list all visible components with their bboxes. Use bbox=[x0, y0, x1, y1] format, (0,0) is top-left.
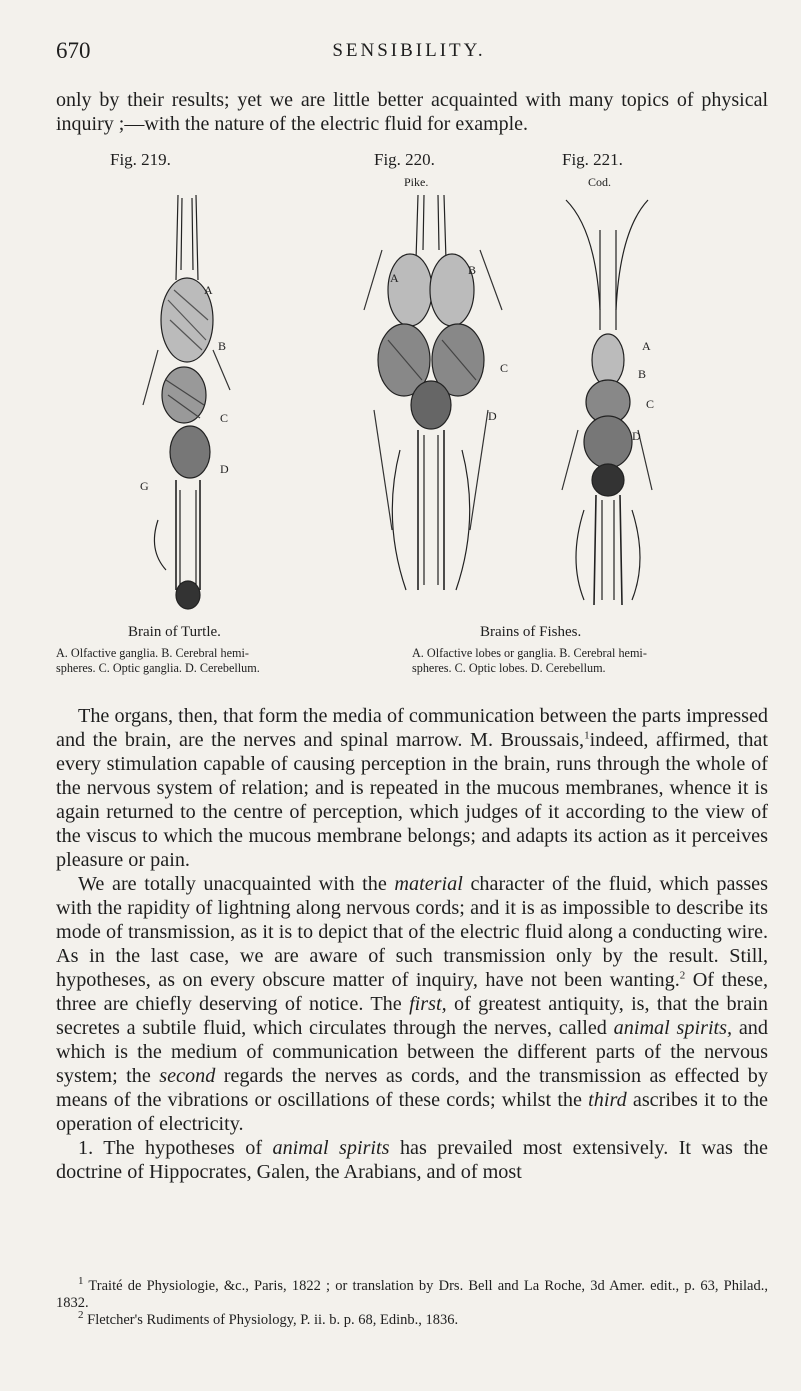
fig220-letter-a: A bbox=[390, 271, 399, 285]
page-header bbox=[56, 38, 762, 68]
running-title: SENSIBILITY. bbox=[332, 40, 486, 61]
footnotes bbox=[56, 1275, 768, 1329]
fig220-letter-d: D bbox=[488, 409, 497, 423]
fig221-subtitle: Cod. bbox=[588, 175, 612, 189]
fig221-letter-d: D bbox=[632, 429, 641, 443]
turtle-caption: A. Olfactive ganglia. B. Cerebral hemi- spheres. C. Optic ganglia. D. Cerebellum. bbox=[56, 646, 260, 675]
fig221-label: Fig. 221. bbox=[562, 150, 623, 169]
paragraph-3: 1. The hypotheses of animal spirits has prevailed most extensively. It was the doctrine of Hippocrates, Galen, the Arabians, and of most bbox=[56, 1137, 768, 1183]
body-text bbox=[56, 704, 768, 1184]
fig220-label: Fig. 220. bbox=[374, 150, 435, 169]
fig219-name: Brain of Turtle. bbox=[128, 624, 221, 640]
paragraph-2: We are totally unacquainted with the material character of the fluid, which passes with the rapidity of lightning along nervous cords; and it is as impossible to describe its mode of transmission, as it is to depict that of the electric fluid along a conducting wire. As in the last case, we are aware of such transmission only by the result. Still, hypotheses, as on every obscure matter of inquiry, have not been wanting.$^2$ Of these, three are chiefly deserving of notice. The first, of greatest antiquity, is, that the brain secretes a subtile fluid, which circulates through the nerves, called animal spirits, and which is the medium of communication between the different parts of the nervous system; the second regards the nerves as cords, and the transmission as effected by means of the vibrations or oscillations of these cords; whilst the third ascribes it to the operation of electricity. bbox=[56, 873, 768, 1135]
fig219-letter-b: B bbox=[218, 339, 227, 353]
fig220-letter-c: C bbox=[500, 361, 509, 375]
cod-brain-illustration bbox=[556, 190, 666, 615]
fig219-label: Fig. 219. bbox=[110, 150, 171, 169]
fig219-letter-c: C bbox=[220, 411, 229, 425]
fig221-letter-c: C bbox=[646, 397, 655, 411]
fig221-letter-a: A bbox=[642, 339, 651, 353]
pike-brain-illustration bbox=[352, 190, 512, 615]
fig219-letter-a: A bbox=[204, 283, 213, 297]
fig219-letter-d: D bbox=[220, 462, 229, 476]
fig220-subtitle: Pike. bbox=[404, 175, 429, 189]
fig220-letter-b: B bbox=[468, 263, 477, 277]
turtle-brain-illustration bbox=[138, 190, 238, 615]
footnote-2: $^2$ Fletcher's Rudiments of Physiology, P. ii. b. p. 68, Edinb., 1836. bbox=[78, 1309, 459, 1328]
fig219-letter-g: G bbox=[140, 479, 149, 493]
intro-paragraph: only by their results; yet we are little better acquainted with many topics of physical inquiry ;—with the nature of the electric fluid for example. bbox=[56, 89, 768, 135]
footnote-1: $^1$ Traité de Physiologie, &c., Paris, 1822 ; or translation by Drs. Bell and La Roche, 3d Amer. edit., p. 63, Philad., 1832. bbox=[56, 1275, 768, 1311]
page-number: 670 bbox=[56, 38, 91, 63]
fishes-name: Brains of Fishes. bbox=[480, 624, 582, 640]
fishes-caption: A. Olfactive lobes or ganglia. B. Cerebral hemi- spheres. C. Optic lobes. D. Cerebellum. bbox=[412, 646, 647, 675]
fig221-letter-b: B bbox=[638, 367, 647, 381]
paragraph-1: The organs, then, that form the media of communication between the parts impressed and the brain, are the nerves and spinal marrow. M. Broussais,$^1$indeed, affirmed, that every stimulation capable of causing perception in the brain, runs through the whole of the nervous system of relation; and is repeated in the mucous membranes, whence it is again returned to the centre of perception, which judges of it according to the view of the viscus to which the mucous membrane belongs; and adapts its action as it perceives pleasure or pain. bbox=[56, 705, 768, 871]
